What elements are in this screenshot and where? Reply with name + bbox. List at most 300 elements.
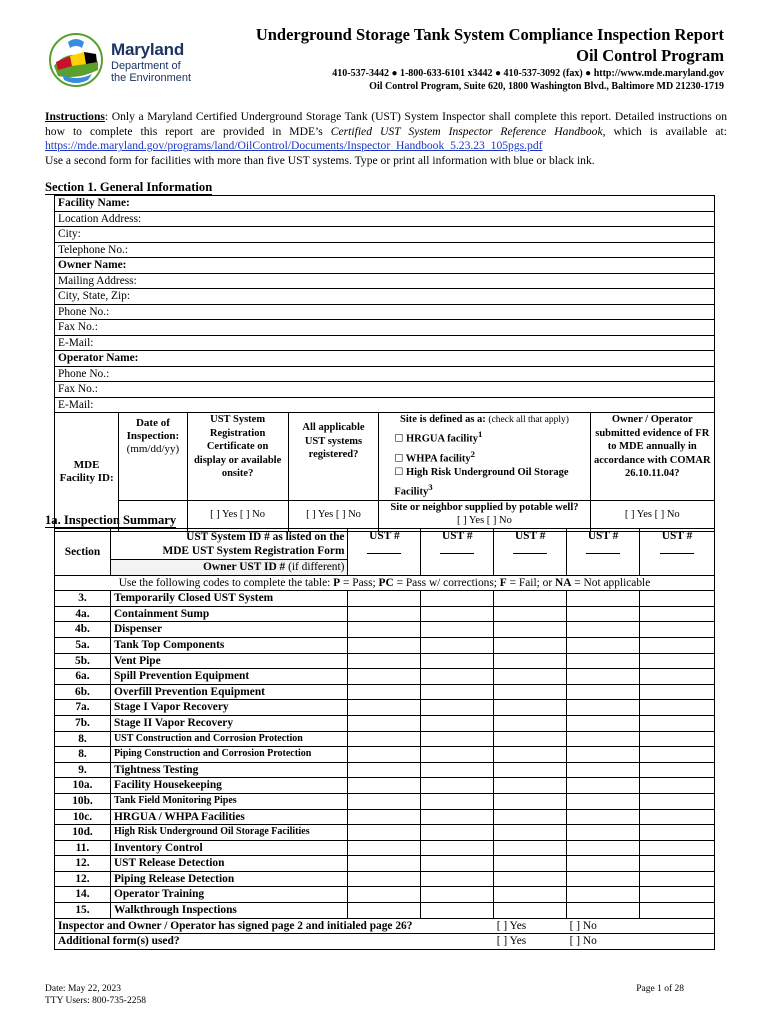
summary-result-cell[interactable] (348, 903, 421, 919)
summary-result-cell[interactable] (640, 684, 715, 700)
summary-result-cell[interactable] (348, 622, 421, 638)
footer-date: Date: May 22, 2023 (45, 984, 121, 994)
section1-heading: Section 1. General Information (45, 180, 213, 194)
summary-section-number (55, 887, 111, 903)
summary-result-cell[interactable] (640, 887, 715, 903)
general-info-field[interactable] (55, 289, 715, 305)
signed-question-question (55, 918, 494, 934)
general-info-row (55, 351, 715, 367)
summary-result-cell[interactable] (348, 747, 421, 763)
ust-col-1 (348, 529, 421, 576)
summary-item-label (110, 793, 348, 809)
hrgua-checkbox[interactable]: ☐ (394, 433, 404, 445)
summary-result-cell[interactable] (494, 871, 567, 887)
summary-result-cell[interactable] (494, 887, 567, 903)
summary-result-cell[interactable] (567, 887, 640, 903)
field-label: E-Mail: (58, 336, 94, 349)
code-pc: PC (378, 576, 394, 589)
potable-yes-no[interactable]: [ ] Yes [ ] No (457, 514, 512, 526)
ust-col-3 (494, 529, 567, 576)
general-info-row (55, 289, 715, 305)
summary-row (55, 762, 715, 778)
registration-label: UST System Registration Certificate on display or available onsite? (193, 414, 282, 479)
all-registered-label: All applicable UST systems registered? (302, 422, 365, 460)
summary-result-cell[interactable] (421, 700, 494, 716)
summary-row (55, 700, 715, 716)
summary-result-cell[interactable] (567, 871, 640, 887)
summary-result-cell[interactable] (494, 778, 567, 794)
item-label: Overfill Prevention Equipment (113, 685, 265, 698)
ust-id-header (110, 529, 348, 560)
summary-result-cell[interactable] (640, 669, 715, 685)
item-label: Temporarily Closed UST System (113, 592, 274, 605)
field-label: E-Mail: (58, 398, 94, 411)
section-number: 7a. (75, 701, 90, 714)
general-info-row (55, 366, 715, 382)
section-number: 4b. (75, 623, 90, 636)
summary-result-cell[interactable] (494, 653, 567, 669)
additional-forms-question-question (55, 934, 494, 950)
summary-result-cell[interactable] (348, 684, 421, 700)
item-label: HRGUA / WHPA Facilities (113, 810, 245, 823)
item-label: Piping Construction and Corrosion Protection (113, 748, 312, 760)
footer-page-number: Page 1 of 28 (636, 984, 684, 994)
item-label: UST Release Detection (113, 857, 225, 870)
general-info-row (55, 335, 715, 351)
summary-section-number (55, 825, 111, 841)
summary-result-cell[interactable] (567, 825, 640, 841)
summary-result-cell[interactable] (567, 622, 640, 638)
section1a-heading: 1a. Inspection Summary (45, 513, 177, 527)
date-format: (mm/dd/yy) (126, 443, 180, 455)
summary-result-cell[interactable] (494, 715, 567, 731)
section-number: 12. (75, 857, 90, 870)
summary-result-cell[interactable] (421, 637, 494, 653)
summary-result-cell[interactable] (348, 591, 421, 607)
summary-result-cell[interactable] (421, 762, 494, 778)
summary-result-cell[interactable] (421, 715, 494, 731)
summary-result-cell[interactable] (421, 747, 494, 763)
ust-col-3-blank[interactable] (513, 545, 547, 554)
summary-result-cell[interactable] (640, 622, 715, 638)
summary-section-number (55, 903, 111, 919)
agency-name (111, 40, 191, 84)
handbook-title: Certified UST System Inspector Reference Handbook (330, 124, 603, 138)
summary-result-cell[interactable] (494, 762, 567, 778)
instructions (45, 110, 727, 168)
summary-row (55, 731, 715, 747)
code-pc-meaning: = Pass w/ corrections; (393, 576, 500, 589)
summary-result-cell[interactable] (567, 903, 640, 919)
summary-result-cell[interactable] (494, 747, 567, 763)
general-info-field[interactable] (55, 320, 715, 336)
summary-result-cell[interactable] (421, 591, 494, 607)
summary-result-cell[interactable] (567, 637, 640, 653)
additional-forms-question-label: Additional form(s) used? (58, 935, 180, 948)
summary-result-cell[interactable] (421, 887, 494, 903)
item-label: Facility Housekeeping (113, 779, 222, 792)
summary-result-cell[interactable] (640, 825, 715, 841)
instructions-text3: Use a second form for facilities with more than five UST systems. Type or print all information with blue or black ink. (45, 153, 595, 167)
summary-section-number (55, 747, 111, 763)
item-label: Vent Pipe (113, 654, 161, 667)
general-info-field[interactable] (55, 304, 715, 320)
item-label: Inventory Control (113, 841, 203, 854)
summary-result-cell[interactable] (348, 887, 421, 903)
section-number: 7b. (75, 716, 90, 729)
registration-cell (187, 413, 288, 501)
registration-answer[interactable] (187, 500, 288, 531)
summary-section-number (55, 653, 111, 669)
field-label: Fax No.: (58, 383, 98, 395)
check-all-note: (check all that apply) (488, 415, 569, 425)
summary-item-label (110, 856, 348, 872)
date-inspection-cell[interactable] (119, 413, 187, 501)
summary-result-cell[interactable] (640, 606, 715, 622)
summary-result-cell[interactable] (494, 669, 567, 685)
code-na-meaning: = Not applicable (571, 576, 651, 589)
summary-item-label (110, 700, 348, 716)
ust-col-5-blank[interactable] (660, 545, 694, 554)
summary-item-label (110, 606, 348, 622)
item-label: Spill Prevention Equipment (113, 670, 250, 683)
item-label: Operator Training (113, 888, 205, 901)
all-registered-yes-no[interactable]: [ ] Yes [ ] No (306, 509, 361, 521)
general-info-field[interactable] (55, 273, 715, 289)
codes-intro: Use the following codes to complete the table: (118, 576, 334, 589)
summary-result-cell[interactable] (421, 778, 494, 794)
code-f: F (499, 576, 507, 589)
footer-tty: TTY Users: 800-735-2258 (45, 996, 146, 1006)
summary-section-number (55, 731, 111, 747)
additional-forms-question-yes-label[interactable]: [ ] Yes (496, 935, 527, 948)
summary-item-label (110, 825, 348, 841)
agency-dept-line2: the Environment (111, 72, 192, 84)
item-label: Tightness Testing (113, 763, 199, 776)
ust-col-2-label: UST # (442, 530, 473, 542)
field-label: Operator Name: (58, 352, 139, 364)
summary-result-cell[interactable] (567, 731, 640, 747)
summary-result-cell[interactable] (494, 637, 567, 653)
code-f-meaning: = Fail; or (506, 576, 555, 589)
section-number: 8. (78, 732, 87, 745)
registration-yes-no[interactable]: [ ] Yes [ ] No (210, 509, 266, 521)
summary-row (55, 622, 715, 638)
ust-col-1-label: UST # (369, 530, 400, 542)
general-info-row (55, 397, 715, 413)
summary-result-cell[interactable] (348, 778, 421, 794)
summary-result-cell[interactable] (494, 809, 567, 825)
summary-row (55, 793, 715, 809)
summary-section-number (55, 684, 111, 700)
summary-result-cell[interactable] (348, 653, 421, 669)
summary-section-number (55, 840, 111, 856)
general-info-row (55, 304, 715, 320)
general-info-row (55, 382, 715, 398)
field-label: City, State, Zip: (58, 290, 131, 302)
summary-row (55, 606, 715, 622)
summary-result-cell[interactable] (567, 809, 640, 825)
summary-row (55, 669, 715, 685)
summary-result-cell[interactable] (640, 637, 715, 653)
additional-forms-question-no[interactable] (567, 934, 715, 950)
summary-result-cell[interactable] (567, 747, 640, 763)
signed-question-yes-label[interactable]: [ ] Yes (496, 919, 527, 932)
summary-result-cell[interactable] (348, 700, 421, 716)
item-label: Stage I Vapor Recovery (113, 701, 229, 714)
summary-section-number (55, 856, 111, 872)
summary-result-cell[interactable] (567, 606, 640, 622)
general-info-row (55, 196, 715, 212)
code-p-meaning: = Pass; (340, 576, 379, 589)
section-number: 5b. (75, 654, 90, 667)
summary-row (55, 637, 715, 653)
summary-result-cell[interactable] (567, 840, 640, 856)
summary-result-cell[interactable] (421, 684, 494, 700)
general-info-field[interactable] (55, 258, 715, 274)
ust-col-4-label: UST # (587, 530, 619, 542)
general-info-field[interactable] (55, 227, 715, 243)
high-risk-footnote: 3 (428, 482, 433, 492)
signed-question-label: Inspector and Owner / Operator has signed page 2 and initialed page 26? (58, 919, 413, 932)
summary-result-cell[interactable] (494, 793, 567, 809)
summary-result-cell[interactable] (567, 700, 640, 716)
whpa-checkbox[interactable]: ☐ (394, 453, 404, 464)
summary-result-cell[interactable] (640, 793, 715, 809)
summary-item-label (110, 622, 348, 638)
general-info-field[interactable] (55, 211, 715, 227)
summary-result-cell[interactable] (421, 669, 494, 685)
summary-item-label (110, 778, 348, 794)
summary-item-label (110, 684, 348, 700)
summary-result-cell[interactable] (567, 715, 640, 731)
summary-row (55, 747, 715, 763)
summary-item-label (110, 669, 348, 685)
summary-section-number (55, 591, 111, 607)
summary-result-cell[interactable] (348, 793, 421, 809)
general-info-row (55, 242, 715, 258)
summary-result-cell[interactable] (640, 700, 715, 716)
signed-question-no-label[interactable]: [ ] No (569, 919, 597, 932)
summary-item-label (110, 653, 348, 669)
summary-result-cell[interactable] (640, 856, 715, 872)
section-number: 10a. (72, 779, 93, 792)
summary-result-cell[interactable] (567, 778, 640, 794)
summary-result-cell[interactable] (348, 606, 421, 622)
item-label: Containment Sump (113, 607, 210, 620)
fr-yes-no[interactable]: [ ] Yes [ ] No (624, 509, 680, 521)
summary-item-label (110, 809, 348, 825)
summary-row (55, 887, 715, 903)
summary-result-cell[interactable] (640, 871, 715, 887)
summary-result-cell[interactable] (421, 653, 494, 669)
summary-result-cell[interactable] (494, 591, 567, 607)
item-label: Walkthrough Inspections (113, 904, 237, 917)
signed-question-yes[interactable] (494, 918, 567, 934)
codes-legend (55, 575, 715, 591)
field-label: Facility Name: (58, 197, 130, 209)
summary-result-cell[interactable] (494, 622, 567, 638)
general-info-field[interactable] (55, 366, 715, 382)
section-number: 11. (75, 841, 90, 854)
summary-section-number (55, 793, 111, 809)
summary-section-number (55, 700, 111, 716)
summary-result-cell[interactable] (640, 762, 715, 778)
summary-result-cell[interactable] (348, 871, 421, 887)
general-info-field[interactable] (55, 397, 715, 413)
ust-col-1-blank[interactable] (367, 545, 401, 554)
summary-result-cell[interactable] (494, 606, 567, 622)
field-label: Phone No.: (58, 305, 110, 318)
date-inspection-label: Date of Inspection: (126, 417, 180, 442)
all-registered-answer[interactable] (288, 500, 379, 531)
summary-item-label (110, 762, 348, 778)
summary-row (55, 809, 715, 825)
summary-section-number (55, 669, 111, 685)
contact-line1: 410-537-3442 ● 1-800-633-6101 x3442 ● 410-537-3092 (fax) ● http://www.mde.maryland.gov (332, 68, 724, 79)
hrgua-label: HRGUA facility (405, 433, 479, 445)
summary-item-label (110, 731, 348, 747)
item-label: Tank Field Monitoring Pipes (113, 794, 237, 806)
summary-result-cell[interactable] (348, 825, 421, 841)
item-label: Piping Release Detection (113, 872, 235, 885)
additional-forms-question-row (55, 934, 715, 950)
summary-result-cell[interactable] (421, 622, 494, 638)
summary-result-cell[interactable] (348, 840, 421, 856)
summary-result-cell[interactable] (421, 793, 494, 809)
general-info-field[interactable] (55, 335, 715, 351)
additional-forms-question-no-label[interactable]: [ ] No (569, 935, 597, 948)
summary-result-cell[interactable] (348, 669, 421, 685)
fr-evidence-label: Owner / Operator submitted evidence of FR to MDE annually in accordance with COMAR 26.10.11.04? (593, 414, 711, 479)
summary-result-cell[interactable] (421, 606, 494, 622)
ust-col-4-blank[interactable] (586, 545, 620, 554)
summary-item-label (110, 747, 348, 763)
summary-result-cell[interactable] (421, 840, 494, 856)
summary-result-cell[interactable] (348, 637, 421, 653)
summary-row (55, 840, 715, 856)
facility-grid-row (55, 413, 715, 501)
summary-result-cell[interactable] (494, 684, 567, 700)
summary-result-cell[interactable] (640, 778, 715, 794)
field-label: Fax No.: (58, 321, 98, 333)
summary-result-cell[interactable] (421, 856, 494, 872)
summary-section-number (55, 871, 111, 887)
summary-section-number (55, 762, 111, 778)
whpa-label: WHPA facility (405, 453, 471, 464)
summary-section-number (55, 809, 111, 825)
summary-result-cell[interactable] (640, 715, 715, 731)
hrgua-footnote: 1 (478, 429, 483, 439)
summary-result-cell[interactable] (494, 840, 567, 856)
section-number: 6a. (75, 670, 90, 683)
signed-question-no[interactable] (567, 918, 715, 934)
summary-result-cell[interactable] (348, 856, 421, 872)
high-risk-checkbox[interactable]: ☐ (394, 467, 404, 478)
summary-result-cell[interactable] (640, 731, 715, 747)
summary-result-cell[interactable] (421, 825, 494, 841)
summary-result-cell[interactable] (567, 653, 640, 669)
summary-result-cell[interactable] (494, 700, 567, 716)
summary-result-cell[interactable] (421, 809, 494, 825)
summary-section-number (55, 606, 111, 622)
summary-result-cell[interactable] (567, 591, 640, 607)
summary-item-label (110, 715, 348, 731)
whpa-footnote: 2 (470, 448, 475, 459)
section-number: 9. (78, 763, 87, 776)
summary-row (55, 903, 715, 919)
contact-line2: Oil Control Program, Suite 620, 1800 Washington Blvd., Baltimore MD 21230-1719 (369, 81, 724, 92)
summary-result-cell[interactable] (494, 903, 567, 919)
summary-result-cell[interactable] (494, 825, 567, 841)
summary-row (55, 591, 715, 607)
summary-section-number (55, 778, 111, 794)
summary-result-cell[interactable] (640, 747, 715, 763)
ust-col-3-label: UST # (514, 530, 546, 542)
general-info-field[interactable] (55, 382, 715, 398)
section-number: 15. (75, 904, 90, 917)
summary-result-cell[interactable] (567, 762, 640, 778)
fr-evidence-answer[interactable] (590, 500, 714, 531)
summary-row (55, 825, 715, 841)
summary-result-cell[interactable] (348, 731, 421, 747)
ust-col-2-blank[interactable] (440, 545, 474, 554)
summary-result-cell[interactable] (640, 840, 715, 856)
summary-result-cell[interactable] (421, 731, 494, 747)
ust-col-2 (421, 529, 494, 576)
summary-result-cell[interactable] (494, 731, 567, 747)
summary-result-cell[interactable] (640, 903, 715, 919)
owner-ust-id-header (110, 560, 348, 576)
section-number: 6b. (75, 685, 90, 698)
summary-row (55, 778, 715, 794)
ust-id-line1: UST System ID # as listed on the (186, 531, 345, 543)
general-info-row (55, 258, 715, 274)
summary-row (55, 715, 715, 731)
summary-result-cell[interactable] (567, 793, 640, 809)
summary-result-cell[interactable] (421, 871, 494, 887)
potable-cell (379, 500, 590, 531)
general-info-table (54, 195, 715, 532)
general-info-field[interactable] (55, 196, 715, 212)
owner-ust-id-label: Owner UST ID # (203, 561, 286, 573)
summary-result-cell[interactable] (567, 856, 640, 872)
section-number: 10d. (72, 826, 93, 839)
agency-state: Maryland (111, 40, 185, 59)
summary-result-cell[interactable] (421, 903, 494, 919)
summary-result-cell[interactable] (640, 591, 715, 607)
code-p: P (333, 576, 341, 589)
handbook-link[interactable]: https://mde.maryland.gov/programs/land/OilControl/Documents/Inspector_Handbook_5.23.23_105pgs.pdf (45, 139, 543, 153)
item-label: UST Construction and Corrosion Protection (113, 732, 303, 744)
summary-result-cell[interactable] (348, 809, 421, 825)
summary-result-cell[interactable] (640, 653, 715, 669)
summary-section-number (55, 715, 111, 731)
additional-forms-question-yes[interactable] (494, 934, 567, 950)
summary-result-cell[interactable] (348, 762, 421, 778)
general-info-field[interactable] (55, 242, 715, 258)
summary-row (55, 871, 715, 887)
summary-result-cell[interactable] (348, 715, 421, 731)
field-label: Owner Name: (58, 259, 127, 271)
summary-result-cell[interactable] (640, 809, 715, 825)
summary-result-cell[interactable] (567, 669, 640, 685)
summary-result-cell[interactable] (567, 684, 640, 700)
summary-result-cell[interactable] (494, 856, 567, 872)
field-label: Location Address: (58, 212, 142, 225)
general-info-field[interactable] (55, 351, 715, 367)
instructions-label: Instructions (45, 110, 105, 123)
